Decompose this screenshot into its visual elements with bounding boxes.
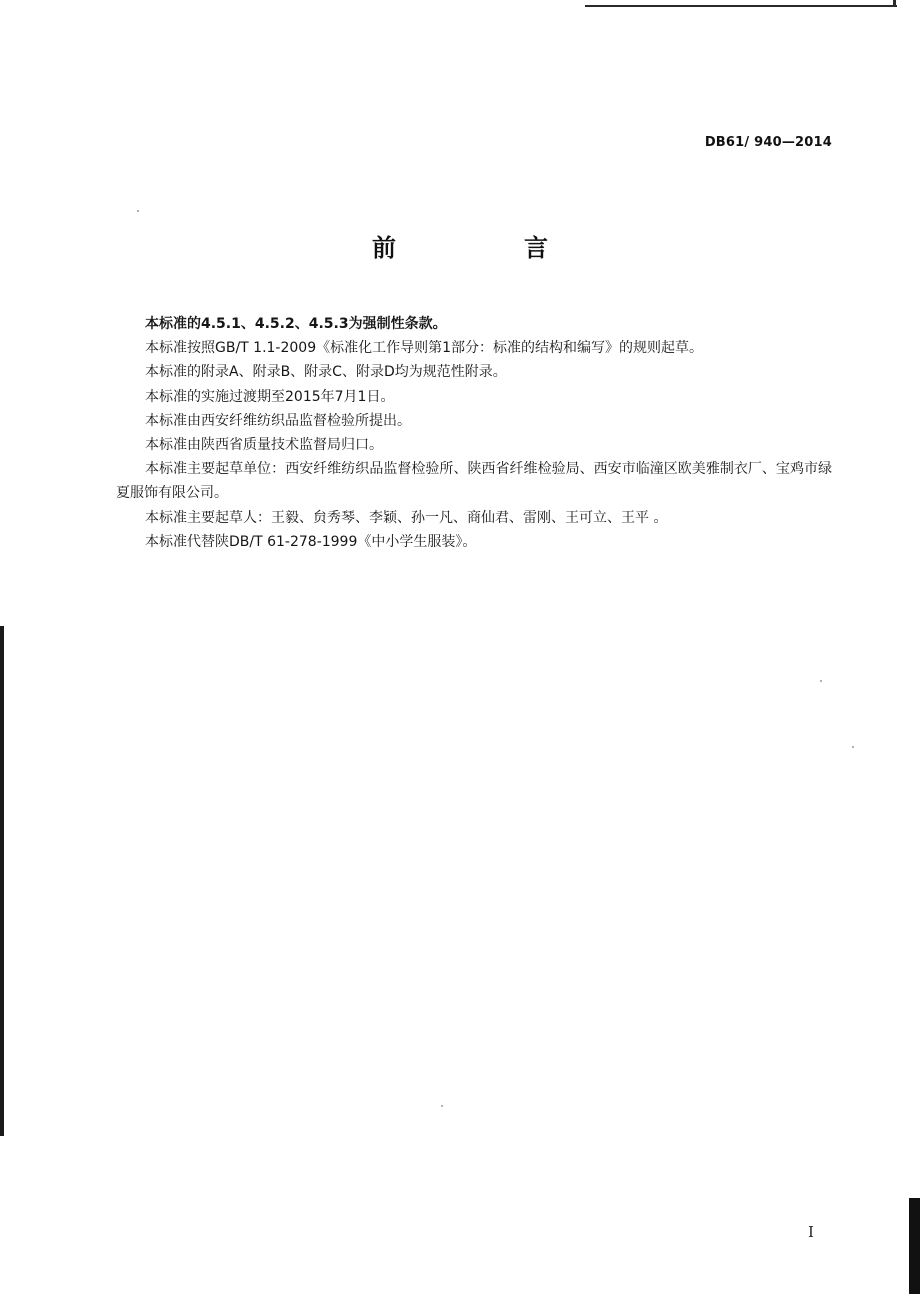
scan-speck	[441, 1105, 443, 1107]
paragraph-transition-period: 本标准的实施过渡期至2015年7月1日。	[145, 388, 395, 405]
paragraph-drafters: 本标准主要起草人：王毅、贠秀琴、李颖、孙一凡、商仙君、雷刚、王可立、王平 。	[145, 509, 668, 526]
paragraph-proposed-by: 本标准由西安纤维纺织品监督检验所提出。	[145, 412, 411, 429]
scan-artifact-left-edge	[0, 626, 4, 1136]
paragraph-mandatory-clauses: 本标准的4.5.1、4.5.2、4.5.3为强制性条款。	[145, 316, 447, 332]
paragraph-drafting-rules: 本标准按照GB/T 1.1-2009《标准化工作导则第1部分：标准的结构和编写》的规则起草。	[145, 340, 704, 357]
scan-speck	[852, 746, 854, 748]
standard-code: DB61/ 940—2014	[704, 135, 832, 150]
page-title: 前 言	[372, 234, 600, 262]
paragraph-appendices: 本标准的附录A、附录B、附录C、附录D均为规范性附录。	[145, 364, 507, 381]
paragraph-drafting-units: 本标准主要起草单位：西安纤维纺织品监督检验所、陕西省纤维检验局、西安市临潼区欧美雅制衣厂、宝鸡市绿夏服饰有限公司。	[116, 461, 832, 502]
scan-artifact-top-tick	[893, 0, 896, 6]
scan-artifact-right-edge	[909, 1198, 920, 1294]
paragraph-administered-by: 本标准由陕西省质量技术监督局归口。	[145, 437, 383, 454]
scan-artifact-top-line	[585, 5, 897, 7]
foreword-body	[116, 312, 832, 554]
scan-speck	[137, 210, 139, 212]
page-number: I	[808, 1223, 814, 1241]
scan-speck	[820, 680, 822, 682]
paragraph-replaces: 本标准代替陕DB/T 61-278-1999《中小学生服装》。	[145, 533, 477, 550]
